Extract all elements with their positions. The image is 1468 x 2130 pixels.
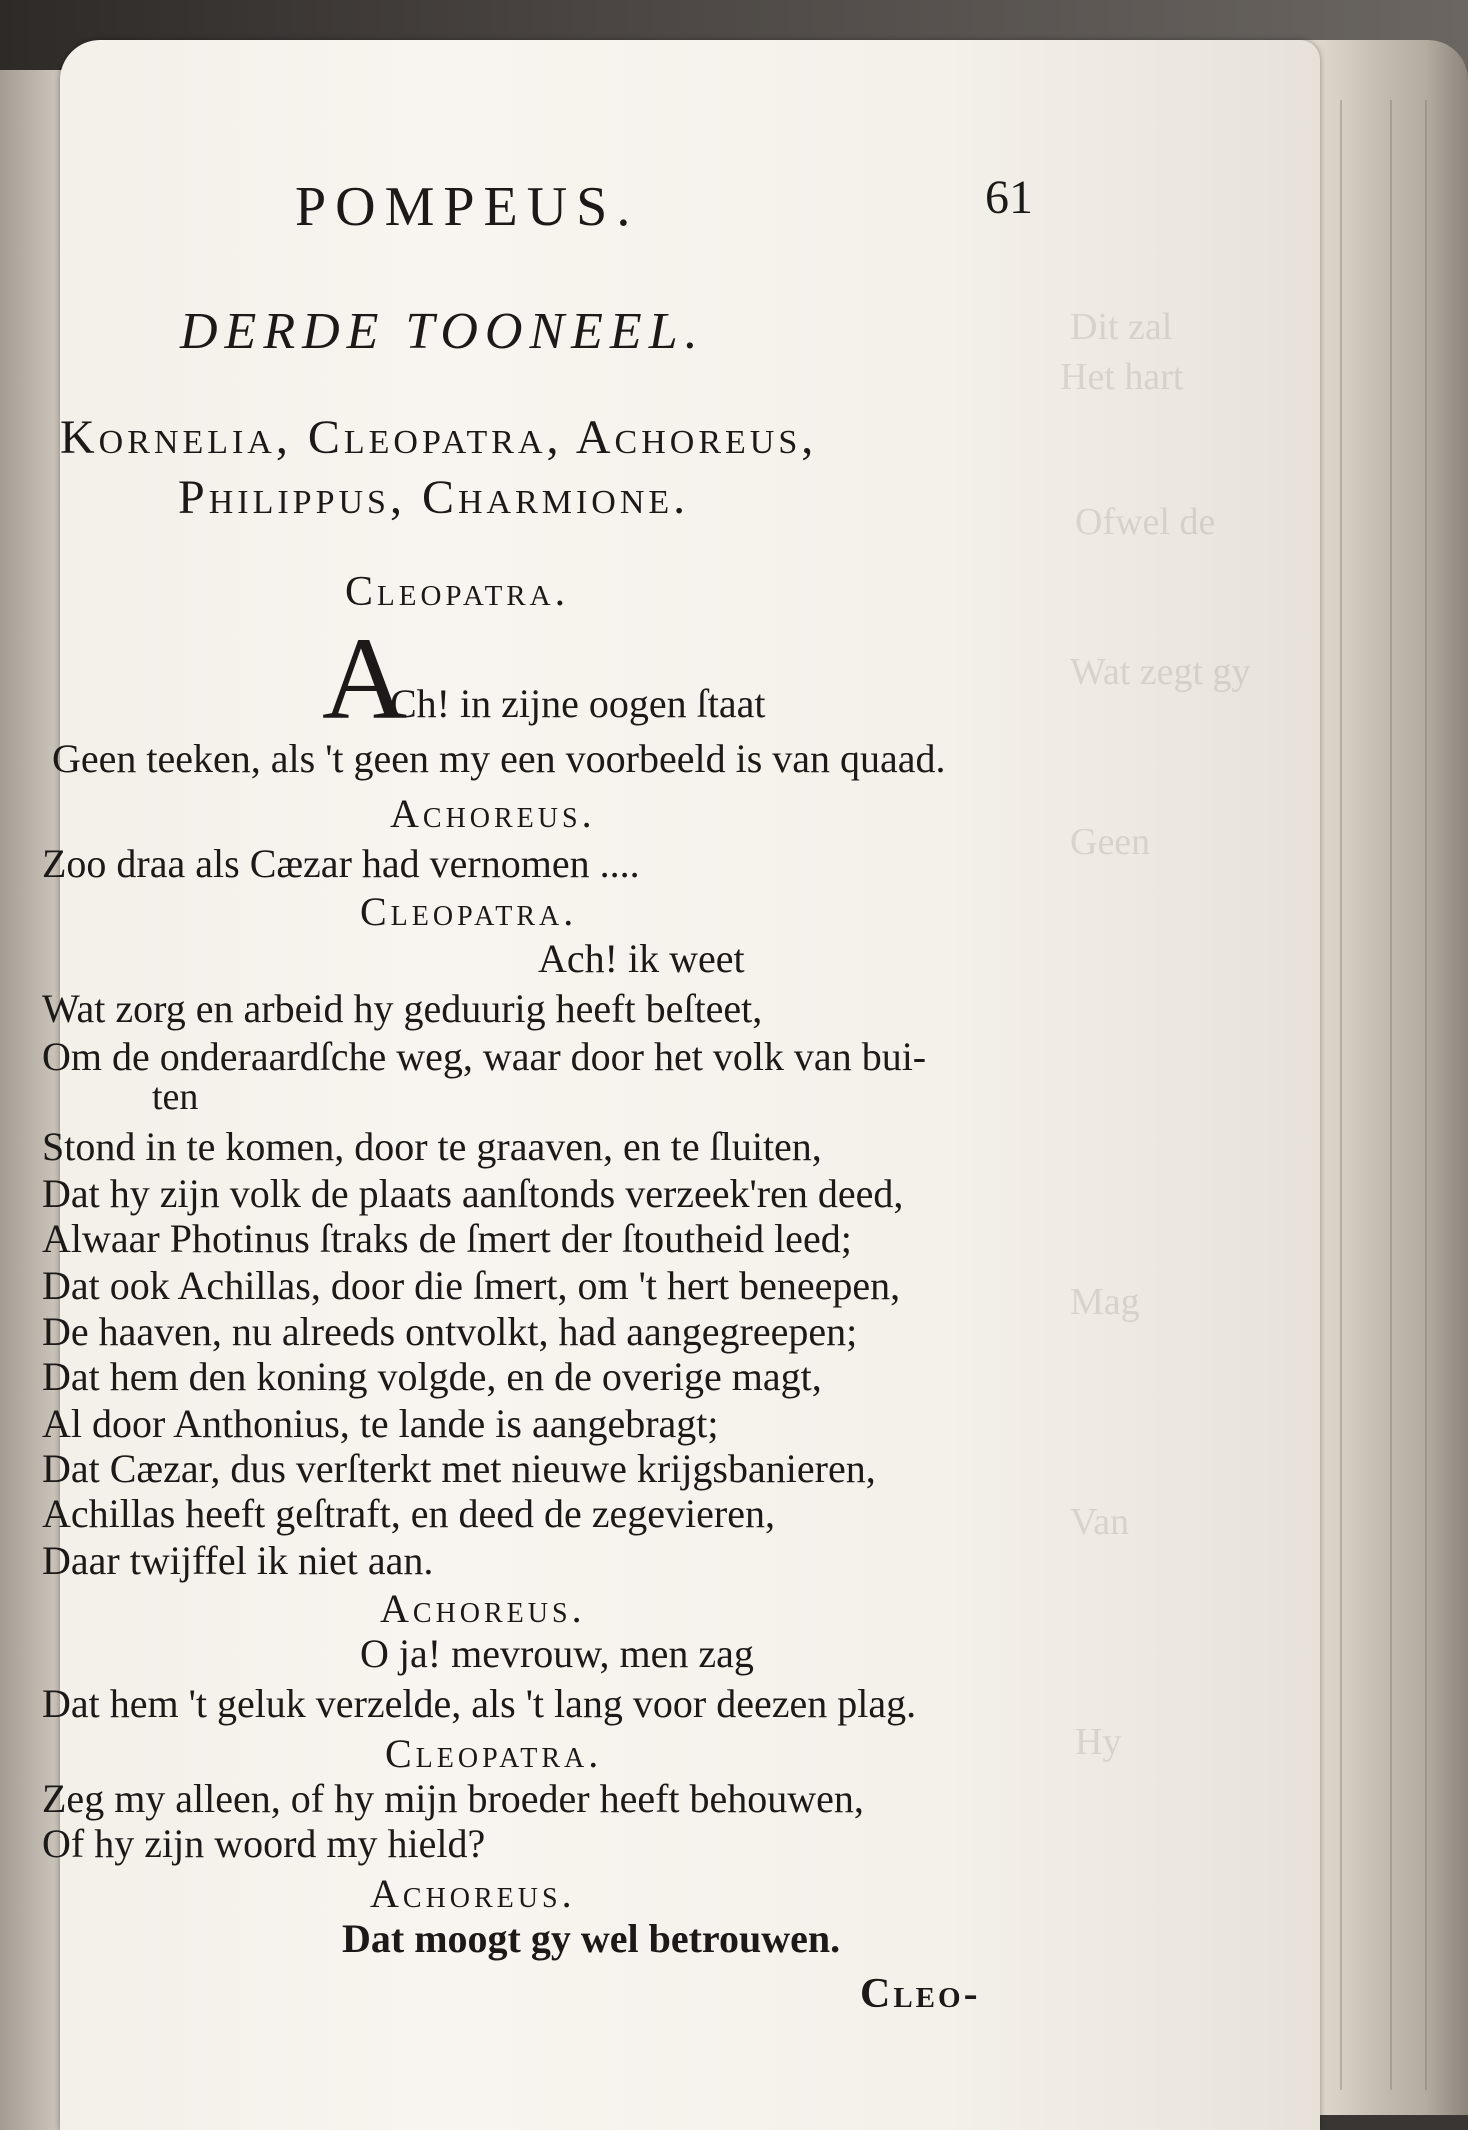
verse-line: De haaven, nu alreeds ontvolkt, had aangegreepen; [42,1309,858,1354]
verse-line: Achillas heeft geſtraft, en deed de zegevieren, [42,1491,775,1536]
verse-line: Dat hem den koning volgde, en de overige magt, [42,1354,822,1399]
verse-line: O ja! mevrouw, men zag [360,1631,754,1676]
verse-line: Dat moogt gy wel betrouwen. [342,1916,841,1961]
verse-line: Om de onderaardſche weg, waar door het volk van bui- [42,1034,927,1079]
verse-line: Ch! in zijne oogen ſtaat [390,681,766,726]
speaker-heading: Achoreus. [370,1871,576,1916]
verse-line: ten [152,1076,199,1118]
scene-title: DERDE TOONEEL. [180,303,705,360]
verse-line: Dat Cæzar, dus verſterkt met nieuwe krijgsbanieren, [42,1446,876,1491]
verse-line: Of hy zijn woord my hield? [42,1821,486,1866]
facing-page-fragment [0,648,1,692]
verse-line: Stond in te komen, door te graaven, en te ſluiten, [42,1124,822,1169]
speaker-heading: Cleopatra. [385,1731,603,1776]
verse-line: Alwaar Photinus ſtraks de ſmert der ſtoutheid leed; [42,1216,852,1261]
verse-line: Dat hem 't geluk verzelde, als 't lang voor deezen plag. [42,1681,917,1726]
speaker-heading: Achoreus. [380,1586,586,1631]
catchword: Cleo- [860,1971,981,2017]
verse-line: Daar twijffel ik niet aan. [42,1538,434,1583]
page-number: 61 [985,171,1033,224]
verse-line: Ach! ik weet [538,936,745,981]
running-title: POMPEUS. [295,176,640,238]
cast-list-line: Philippus, Charmione. [178,471,690,524]
cast-list-line: Kornelia, Cleopatra, Achoreus, [60,411,818,464]
verse-line: Zeg my alleen, of hy mijn broeder heeft behouwen, [42,1776,864,1821]
book-page: Dit zal Het hart Ofwel de Wat zegt gy Geen Mag Van Hy POMPEUS. 61 DERDE TOONEEL. Kornelia, Cleopatra, Achoreus, Philippus, Charmione. Cleopatra. A Ch! in zijne oogen ſtaat Geen teeken, als 't geen my een voorbeeld is van quaad. Achoreus. Zoo draa als Cæzar had vernomen .... Cleopatra. Ach! ik weet Wat zorg en arbeid hy geduurig heeft beſteet, Om de onderaardſche weg, waar door het volk van bui- ten Stond in te komen, door te graaven, en te ſluiten, Dat hy zijn volk de plaats aanſtonds verzeek'ren deed, Alwaar Photinus ſtraks de ſmert der ſtoutheid leed; Dat ook Achillas, door die ſmert, om 't hert beneepen, De haaven, nu alreeds ontvolkt, had aangegreepen; Dat hem den koning volgde, en de overige magt, Al door Anthonius, te lande is aangebragt; Dat Cæzar, dus verſterkt met nieuwe krijgsbanieren, Achillas heeft geſtraft, en deed de zegevieren, Daar twijffel ik niet aan. Achoreus. O ja! mevrouw, men zag Dat hem 't geluk verzelde, als 't lang voor deezen plag. Cleopatra. Zeg my alleen, of hy mijn broeder heeft behouwen, Of hy zijn woord my hield? Achoreus. Dat moogt gy wel betrouwen. Cleo- [60,40,1320,2130]
speaker-heading: Achoreus. [390,791,596,836]
drop-cap: A [322,613,408,744]
verse-line: Geen teeken, als 't geen my een voorbeeld is van quaad. [52,736,946,781]
verse-line: Zoo draa als Cæzar had vernomen .... [42,841,640,886]
speaker-heading: Cleopatra. [345,569,570,615]
verse-line: Al door Anthonius, te lande is aangebragt; [42,1401,719,1446]
verse-line: Dat ook Achillas, door die ſmert, om 't hert beneepen, [42,1263,901,1308]
verse-line: Dat hy zijn volk de plaats aanſtonds verzeek'ren deed, [42,1171,904,1216]
speaker-heading: Cleopatra. [360,889,578,934]
verse-line: Wat zorg en arbeid hy geduurig heeft beſteet, [42,986,763,1031]
